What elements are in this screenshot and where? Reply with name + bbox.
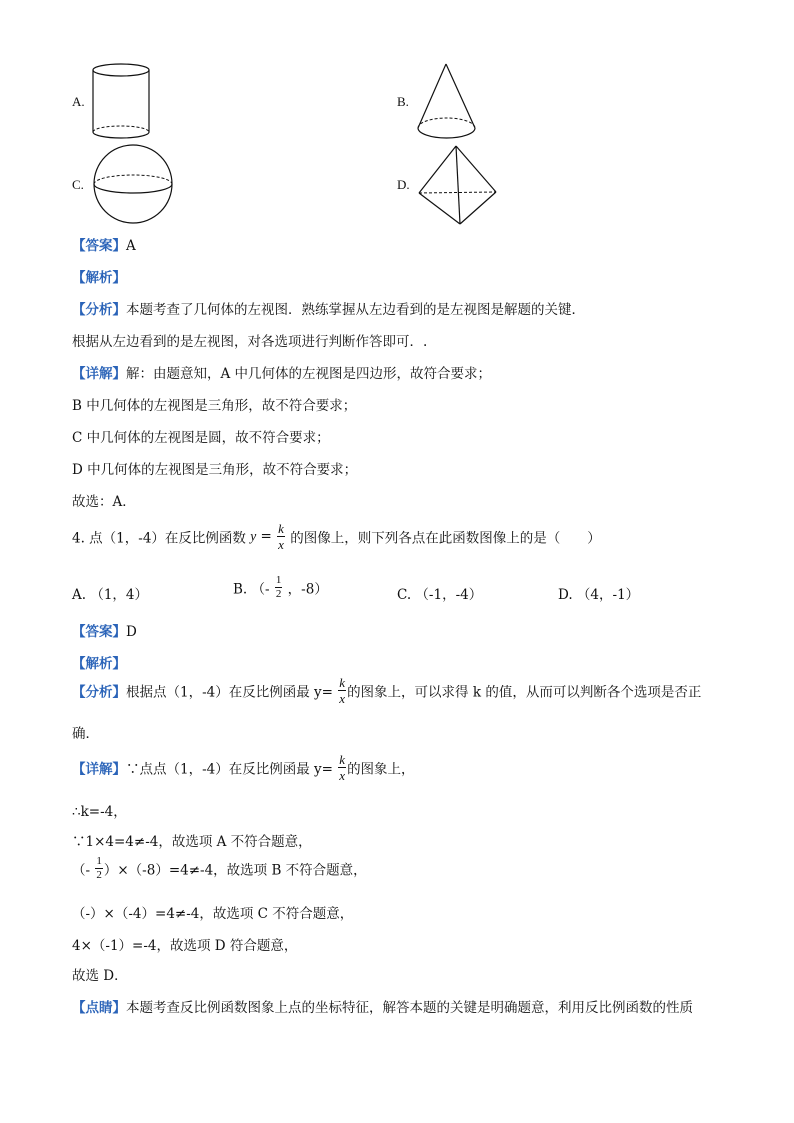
q4-fenxi-line [72,676,701,705]
q4-answer-line [72,620,137,640]
q4-option-b-post: ，-8） [287,581,328,598]
q4-stem-prefix: 4. 点（1，-4）在反比例函数 [72,530,246,547]
sphere-figure [92,143,176,227]
q4-line-b-pre: （- [72,862,91,879]
q4-option-c: C. （-1，-4） [397,587,483,603]
q4-fenxi-post: 的图象上，可以求得 k 的值，从而可以判断各个选项是否正 [347,684,702,701]
q4-detail-line [72,753,415,782]
q4-option-d: D. （4，-1） [558,587,640,603]
q4-analysis-line [72,652,126,672]
q3-detail-line2: B 中几何体的左视图是三角形，故不符合要求； [72,398,357,414]
q4-fenxi-pre: 根据点（1，-4）在反比例函最 y= [126,684,333,701]
option-b-label: B. [397,94,409,109]
q3-detail-text1: 解：由题意知，A 中几何体的左视图是四边形，故符合要求； [126,366,492,382]
q4-detail-num: k [339,752,346,767]
q3-answer-line [72,234,136,254]
q4-line-b-den: 2 [96,869,102,881]
option-a-label: A. [72,94,85,109]
q3-detail-tag: 【详解】 [72,366,126,382]
q3-detail-line4: D 中几何体的左视图是三角形，故不符合要求； [72,462,358,478]
q3-detail-line3: C 中几何体的左视图是圆，故不符合要求； [72,430,330,446]
q4-detail-fraction [338,753,346,782]
q4-analysis-tag: 【解析】 [72,656,126,672]
option-d-label: D. [397,177,410,192]
q4-fenxi-num: k [339,675,346,690]
q4-option-b-pre: B. （- [233,581,270,598]
q4-line-b [72,856,367,881]
q4-detail-post: 的图象上， [347,761,415,778]
q4-dianjing-tag: 【点睛】 [72,1000,126,1016]
q4-detail-pre: ∵点点（1，-4）在反比例函最 y= [126,761,333,778]
q4-line-k: ∴k=-4， [72,804,127,820]
q4-stem [72,522,601,551]
q4-fenxi-den: x [339,691,346,706]
cone-figure [414,62,480,142]
q3-fenxi-line2: 根据从左边看到的是左视图，对各选项进行判断作答即可．. [72,334,428,350]
q4-stem-fraction [277,522,285,551]
q4-stem-frac-den: x [278,537,284,552]
q4-stem-suffix: 的图像上，则下列各点在此函数图像上的是（ ） [290,530,601,547]
option-c-label: C. [72,177,84,192]
q4-stem-frac-num: k [278,521,284,536]
q4-dianjing-line [72,996,693,1016]
q4-fenxi-cont: 确． [72,726,99,742]
q3-answer-tag: 【答案】 [72,238,126,254]
q4-conclusion: 故选 D． [72,968,128,984]
q4-line-a: ∵1×4=4≠-4，故选项 A 不符合题意， [72,834,312,850]
q4-option-a: A. （1，4） [72,587,149,603]
q3-detail-line1 [72,362,491,382]
q3-analysis-line [72,266,126,286]
q4-func-equals: = [260,528,272,545]
pyramid-figure [416,144,500,228]
q4-option-b-den: 2 [275,588,282,600]
q4-option-b-num: 1 [275,574,282,586]
q4-detail-tag: 【详解】 [72,761,126,778]
q4-option-b [233,575,328,600]
q3-answer-value: A [126,238,136,254]
q4-fenxi-tag: 【分析】 [72,684,126,701]
q3-fenxi-line [72,298,585,318]
q4-answer-tag: 【答案】 [72,624,126,640]
q4-line-b-fraction [95,856,103,881]
q4-line-d: 4×（-1）=-4，故选项 D 符合题意， [72,938,298,954]
q3-analysis-tag: 【解析】 [72,270,126,286]
q4-detail-den: x [339,768,346,783]
cylinder-figure [90,62,154,142]
q4-line-c: （-）×（-4）=4≠-4，故选项 C 不符合题意， [72,906,354,922]
q4-func-y: y [250,528,257,544]
q4-dianjing-text: 本题考查反比例函数图象上点的坐标特征，解答本题的关键是明确题意，利用反比例函数的性质 [126,1000,693,1016]
q3-fenxi-tag: 【分析】 [72,302,126,318]
q4-option-b-fraction [275,575,283,600]
q4-line-b-num: 1 [96,855,102,867]
q4-answer-value: D [126,624,137,640]
q4-line-b-post: ）×（-8）=4≠-4，故选项 B 不符合题意， [103,862,367,879]
q3-conclusion: 故选：A． [72,494,136,510]
q4-fenxi-fraction [338,676,346,705]
q3-fenxi-text: 本题考查了几何体的左视图．熟练掌握从左边看到的是左视图是解题的关键． [126,302,585,318]
